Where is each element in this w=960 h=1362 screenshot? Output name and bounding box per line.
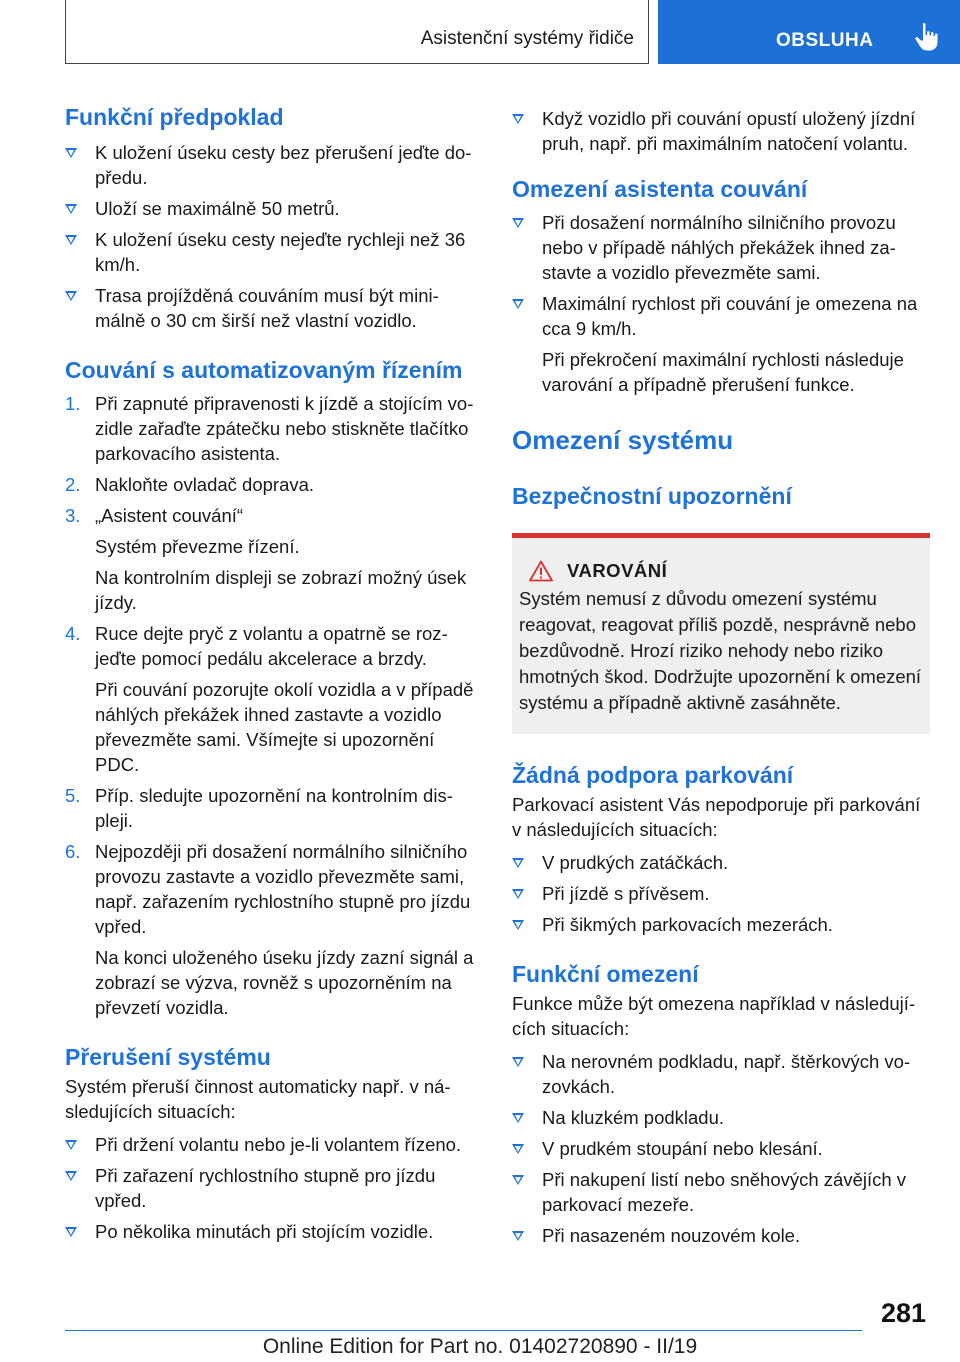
hand-pointer-icon — [914, 22, 940, 52]
list-item — [65, 1163, 477, 1213]
bullet-list — [512, 210, 930, 397]
triangle-bullet-icon — [65, 291, 77, 301]
section-heading: Funkční předpoklad — [65, 104, 284, 130]
section-heading: Couvání s automatizovaným řízením — [65, 357, 463, 383]
numbered-steps — [65, 391, 477, 1020]
section-heading: Funkční omezení — [512, 961, 699, 987]
step-text: Ruce dejte pryč z volantu a opatrně se rozjeďte pomocí pedálu akcelerace a brzdy. — [95, 623, 448, 669]
step-number: 2. — [65, 474, 81, 495]
bullet-list — [512, 106, 930, 156]
triangle-bullet-icon — [65, 204, 77, 214]
list-item-text: Na kluzkém podkladu. — [542, 1107, 725, 1128]
bullet-list — [65, 1132, 477, 1244]
triangle-bullet-icon — [512, 114, 524, 124]
step-number: 5. — [65, 785, 81, 806]
list-item-text: V prudkém stoupání nebo klesání. — [542, 1138, 823, 1159]
warning-label: VAROVÁNÍ — [567, 560, 668, 581]
left-column — [65, 100, 477, 1244]
list-item-text: Při nasazeném nouzovém kole. — [542, 1225, 801, 1246]
list-item — [512, 1167, 930, 1217]
step-note: Na kontrolním displeji se zobrazí možný úsek jízdy. — [95, 567, 467, 613]
list-item-text: Na nerovném podkladu, např. štěrkových vozovkách. — [542, 1051, 911, 1097]
triangle-bullet-icon — [512, 889, 524, 899]
section-tab-label: OBSLUHA — [776, 30, 874, 51]
list-item — [65, 140, 477, 190]
chapter-heading: Omezení systému — [512, 425, 734, 455]
triangle-bullet-icon — [65, 1227, 77, 1237]
list-item — [65, 196, 477, 221]
step-number: 1. — [65, 393, 81, 414]
list-item-text: Maximální rychlost při couvání je omezena na cca 9 km/h. — [542, 293, 918, 339]
warning-text: Systém nemusí z důvodu omezení systému reagovat, reagovat příliš pozdě, nesprávně nebo bezdůvodně. Hrozí riziko nehody nebo riziko hmotných škod. Dodržujte upozornění k omezení systému a případně aktivně zasáhněte. — [519, 588, 922, 713]
step-item — [65, 783, 477, 833]
list-item — [65, 1132, 477, 1157]
chapter-title: Asistenční systémy řidiče — [420, 28, 634, 49]
triangle-bullet-icon — [512, 299, 524, 309]
list-item-text: V prudkých zatáčkách. — [542, 852, 729, 873]
list-item — [512, 210, 930, 285]
list-item-text: Trasa projížděná couváním musí být minimálně o 30 cm širší než vlastní vozidlo. — [95, 285, 439, 331]
section-heading: Žádná podpora parkování — [512, 762, 794, 788]
warning-triangle-icon — [529, 560, 553, 582]
footer-edition: Online Edition for Part no. 01402720890 - II/19 — [262, 1335, 698, 1358]
list-item — [65, 283, 477, 333]
list-item-text: Když vozidlo při couvání opustí uložený jízdní pruh, např. při maximálním natočení volantu. — [542, 108, 916, 154]
section-intro: Parkovací asistent Vás nepodporuje při parkování v následujících situacích: — [512, 794, 921, 840]
list-item — [512, 1105, 930, 1130]
list-item — [512, 881, 930, 906]
chapter-header — [65, 0, 649, 64]
step-item — [65, 472, 477, 497]
triangle-bullet-icon — [512, 1057, 524, 1067]
step-number: 3. — [65, 505, 81, 526]
triangle-bullet-icon — [512, 218, 524, 228]
step-item — [65, 839, 477, 1020]
page-number: 281 — [880, 1298, 926, 1328]
section-heading: Omezení asistenta couvání — [512, 176, 808, 202]
bullet-list — [65, 140, 477, 333]
list-item-text: Po několika minutách při stojícím vozidle. — [95, 1221, 434, 1242]
list-item-text: Při jízdě s přívěsem. — [542, 883, 710, 904]
section-intro: Systém přeruší činnost automaticky např. v následujících situacích: — [65, 1076, 451, 1122]
triangle-bullet-icon — [512, 1113, 524, 1123]
triangle-bullet-icon — [65, 1140, 77, 1150]
step-text: Při zapnuté připravenosti k jízdě a stojícím vozidle zařaďte zpátečku nebo stiskněte tlačítko parkovacího asistenta. — [95, 393, 474, 464]
triangle-bullet-icon — [65, 1171, 77, 1181]
list-item-text: Uloží se maximálně 50 metrů. — [95, 198, 340, 219]
step-text: „Asistent couvání“ — [95, 505, 244, 526]
step-note: Na konci uloženého úseku jízdy zazní signál a zobrazí se výzva, rovněž s upozorněním na převzetí vozidla. — [95, 947, 474, 1018]
step-note: Při couvání pozorujte okolí vozidla a v případě náhlých překážek ihned zastavte a vozidlo převezměte sami. Všímejte si upozornění PDC. — [95, 679, 474, 775]
step-item — [65, 621, 477, 777]
section-heading: Přerušení systému — [65, 1044, 271, 1070]
footer-divider — [65, 1330, 862, 1331]
triangle-bullet-icon — [512, 920, 524, 930]
triangle-bullet-icon — [512, 1144, 524, 1154]
list-item — [512, 850, 930, 875]
list-item-text: Při držení volantu nebo je-li volantem řízeno. — [95, 1134, 462, 1155]
section-heading: Bezpečnostní upozornění — [512, 483, 792, 509]
list-item-note: Při překročení maximální rychlosti následuje varování a případně přerušení funkce. — [542, 349, 904, 395]
list-item — [512, 1136, 930, 1161]
bullet-list — [512, 850, 930, 937]
list-item-text: K uložení úseku cesty nejeďte rychleji než 36 km/h. — [95, 229, 466, 275]
list-item — [65, 1219, 477, 1244]
section-tab[interactable] — [658, 0, 960, 64]
list-item-text: Při dosažení normálního silničního provozu nebo v případě náhlých překážek ihned zastavte a vozidlo převezměte sami. — [542, 212, 896, 283]
step-item — [65, 503, 477, 615]
section-intro: Funkce může být omezena například v následujících situacích: — [512, 993, 916, 1039]
triangle-bullet-icon — [65, 148, 77, 158]
bullet-list — [512, 1049, 930, 1248]
triangle-bullet-icon — [512, 1175, 524, 1185]
step-text: Nakloňte ovladač doprava. — [95, 474, 315, 495]
warning-box — [512, 533, 930, 734]
step-number: 6. — [65, 841, 81, 862]
list-item — [65, 227, 477, 277]
step-note: Systém převezme řízení. — [95, 536, 300, 557]
right-column — [512, 100, 930, 1248]
step-text: Příp. sledujte upozornění na kontrolním displeji. — [95, 785, 453, 831]
step-text: Nejpozději při dosažení normálního silničního provozu zastavte a vozidlo převezměte sami, např. zařazením rychlostního stupně pro jízdu vpřed. — [95, 841, 471, 937]
triangle-bullet-icon — [65, 235, 77, 245]
list-item — [512, 1049, 930, 1099]
list-item — [512, 291, 930, 397]
list-item-text: Při nakupení listí nebo sněhových závějích v parkovací mezeře. — [542, 1169, 907, 1215]
triangle-bullet-icon — [512, 1231, 524, 1241]
list-item — [512, 106, 930, 156]
list-item-text: K uložení úseku cesty bez přerušení jeďte dopředu. — [95, 142, 472, 188]
step-number: 4. — [65, 623, 81, 644]
step-item — [65, 391, 477, 466]
list-item — [512, 912, 930, 937]
triangle-bullet-icon — [512, 858, 524, 868]
warning-header — [529, 560, 924, 582]
list-item-text: Při šikmých parkovacích mezerách. — [542, 914, 833, 935]
list-item — [512, 1223, 930, 1248]
list-item-text: Při zařazení rychlostního stupně pro jízdu vpřed. — [95, 1165, 436, 1211]
